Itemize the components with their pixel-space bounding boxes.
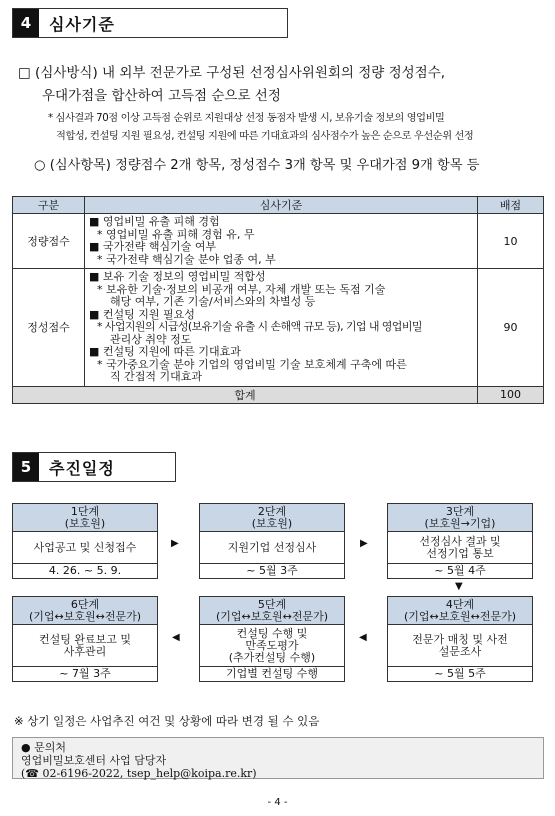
criteria-line: ■ 국가전략 핵심기술 여부 <box>89 240 217 253</box>
section-5-header <box>12 452 176 482</box>
step-3-box <box>387 503 533 579</box>
step-date: 4. 26. ~ 5. 9. <box>48 564 122 577</box>
step-body <box>13 532 157 564</box>
step-body-line: 만족도평가 <box>245 638 299 652</box>
total-label: 합계 <box>13 386 478 403</box>
step-body-line: 설문조사 <box>438 644 482 658</box>
total-score: 100 <box>478 386 544 403</box>
criteria-line: ■ 컨설팅 지원 필요성 <box>89 307 195 321</box>
review-note-line-1: * 심사결과 70점 이상 고득점 순위로 지원대상 선정 동점자 발생 시, 보유기술 정보의 영업비밀 <box>48 113 445 124</box>
page-number: - 4 - <box>267 797 288 808</box>
step-date: ~ 5월 3주 <box>246 564 298 577</box>
criteria-cell <box>85 269 478 387</box>
step-org: (기업↔보호원↔전문가) <box>215 609 329 623</box>
review-method-line-2: 우대가점을 합산하여 고득점 순으로 선정 <box>42 88 281 104</box>
arrow-right-icon: ▶ <box>360 538 368 549</box>
criteria-table <box>12 196 544 404</box>
score-cell: 10 <box>478 214 544 269</box>
arrow-left-icon: ◀ <box>359 632 367 643</box>
criteria-total-row <box>13 386 544 403</box>
step-header <box>388 597 532 625</box>
criteria-line: ■ 영업비밀 유출 피해 경험 <box>89 215 220 228</box>
section-4-header <box>12 8 288 38</box>
criteria-line: * 국가중요기술 분야 기업의 영업비밀 기술 보호체계 구축에 따른 <box>97 357 407 371</box>
criteria-line: 해당 여부, 기존 기술/서비스와의 차별성 등 <box>110 295 316 308</box>
step-body-line: 전문가 매칭 및 사전 <box>412 632 508 646</box>
step-date: ~ 5월 5주 <box>434 667 486 680</box>
step-stage: 1단계 <box>70 505 100 518</box>
review-items-line: ○ (심사항목) 정량점수 2개 항목, 정성점수 3개 항목 및 우대가점 9개 항목 등 <box>34 158 480 173</box>
step-org: (보호원) <box>251 516 293 530</box>
criteria-row-qualitative <box>13 269 544 387</box>
score-cell: 90 <box>478 269 544 387</box>
arrow-down-icon: ▼ <box>455 581 463 592</box>
step-body <box>388 625 532 667</box>
criteria-line: * 영업비밀 유출 피해 경험 유, 무 <box>97 227 255 241</box>
step-date: 기업별 컨설팅 수행 <box>225 667 318 680</box>
header-criteria: 심사기준 <box>85 197 478 214</box>
contact-box <box>12 737 544 779</box>
step-5-box <box>199 596 345 682</box>
step-header <box>13 504 157 532</box>
review-note-line-2: 적합성, 컨설팅 지원 필요성, 컨설팅 지원에 따른 기대효과의 심사점수가 높은 순으로 우선순위 선정 <box>56 131 474 142</box>
step-org: (기업↔보호원↔전문가) <box>403 609 517 623</box>
step-header <box>13 597 157 625</box>
criteria-line: * 보유한 기술‧정보의 비공개 여부, 자체 개발 또는 독점 기술 <box>97 282 386 296</box>
step-date: ~ 7월 3주 <box>59 667 111 680</box>
step-stage: 3단계 <box>445 505 475 518</box>
criteria-line: ■ 보유 기술 정보의 영업비밀 적합성 <box>89 270 266 283</box>
section-5-number: 5 <box>13 453 39 481</box>
step-body-line: 컨설팅 수행 및 <box>236 626 308 640</box>
step-4-box <box>387 596 533 682</box>
step-body-line: 사후관리 <box>63 644 107 658</box>
arrow-right-icon: ▶ <box>171 538 179 549</box>
header-score: 배점 <box>478 197 544 214</box>
step-body <box>200 625 344 667</box>
criteria-line: * 국가전략 핵심기술 분야 업종 여, 부 <box>97 252 276 266</box>
step-org: (보호원→기업) <box>424 516 496 530</box>
step-stage: 4단계 <box>445 598 475 611</box>
header-category: 구분 <box>13 197 85 214</box>
section-5-title: 추진일정 <box>49 458 115 478</box>
step-stage: 6단계 <box>70 598 100 611</box>
step-header <box>200 504 344 532</box>
criteria-cell <box>85 214 478 269</box>
criteria-line: * 사업지원의 시급성(보유기술 유출 시 손해액 규모 등), 기업 내 영업비밀 <box>97 320 422 333</box>
step-1-box <box>12 503 158 579</box>
review-method-line-1: □ (심사방식) 내 외부 전문가로 구성된 선정심사위원회의 정량 정성점수, <box>18 65 446 81</box>
step-header <box>388 504 532 532</box>
step-body-line: 선정기업 통보 <box>426 546 494 560</box>
contact-phone-email: (☎ 02-6196-2022, tsep_help@koipa.re.kr) <box>21 767 257 780</box>
section-4-title: 심사기준 <box>49 14 115 34</box>
criteria-line: 직 간접적 기대효과 <box>110 370 203 383</box>
schedule-footnote: ※ 상기 일정은 사업추진 여건 및 상황에 따라 변경 될 수 있음 <box>14 714 320 728</box>
section-4-number: 4 <box>13 9 39 37</box>
step-body-line: (추가컨설팅 수행) <box>228 650 316 664</box>
step-body <box>200 532 344 564</box>
step-stage: 5단계 <box>257 598 287 611</box>
contact-heading: ● 문의처 <box>21 741 66 754</box>
step-body-line: 지원기업 선정심사 <box>227 540 317 554</box>
step-body-line: 컨설팅 완료보고 및 <box>38 632 131 646</box>
contact-dept: 영업비밀보호센터 사업 담당자 <box>21 754 167 767</box>
step-header <box>200 597 344 625</box>
step-body-line: 사업공고 및 신청접수 <box>33 540 137 554</box>
criteria-row-quantitative <box>13 214 544 269</box>
category-cell: 정성점수 <box>13 269 85 387</box>
step-6-box <box>12 596 158 682</box>
step-body <box>13 625 157 667</box>
arrow-left-icon: ◀ <box>172 632 180 643</box>
category-cell: 정량점수 <box>13 214 85 269</box>
step-stage: 2단계 <box>257 505 287 518</box>
step-org: (기업↔보호원↔전문가) <box>28 609 142 623</box>
criteria-header-row <box>13 197 544 214</box>
step-body-line: 선정심사 결과 및 <box>419 534 501 548</box>
step-date: ~ 5월 4주 <box>434 564 486 577</box>
criteria-line: 관리상 취약 정도 <box>110 332 192 346</box>
step-org: (보호원) <box>64 516 106 530</box>
criteria-line: ■ 컨설팅 지원에 따른 기대효과 <box>89 345 241 358</box>
step-body <box>388 532 532 564</box>
step-2-box <box>199 503 345 579</box>
